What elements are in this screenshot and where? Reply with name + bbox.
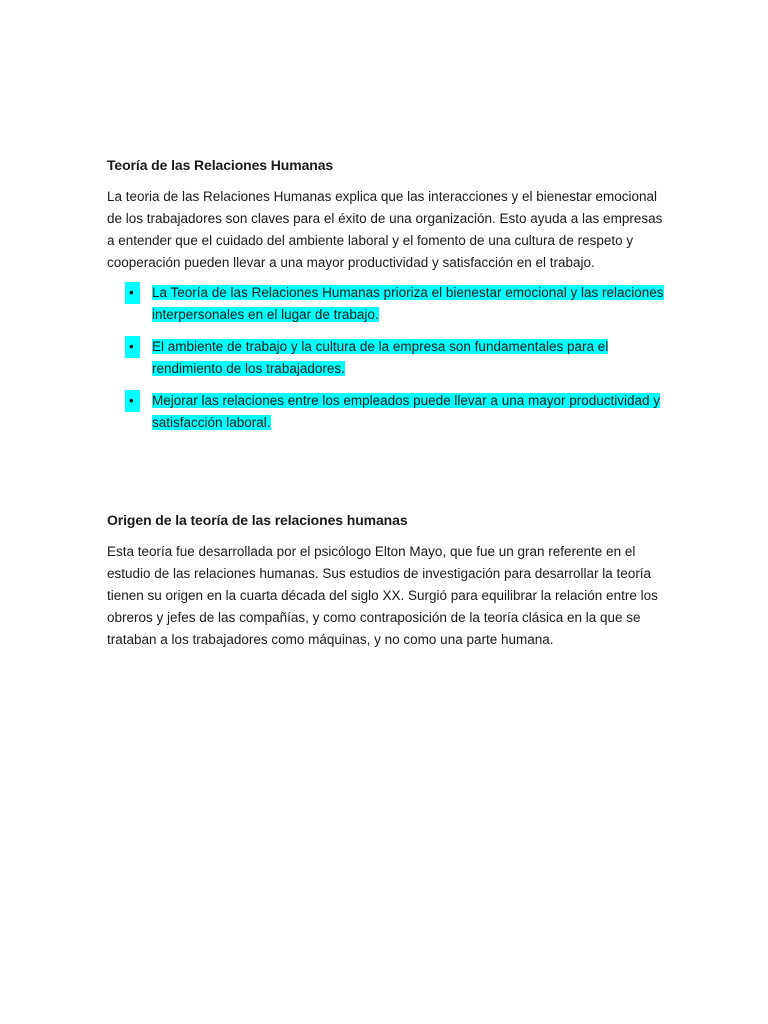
highlighted-text: El ambiente de trabajo y la cultura de la empresa son fundamentales para el rendimiento de los trabajadores. [152,339,609,376]
section-heading: Teoría de las Relaciones Humanas [107,157,334,173]
section-paragraph: La teoria de las Relaciones Humanas explica que las interacciones y el bienestar emocional de los trabajadores son claves para el éxito de una organización. Esto ayuda a las empresas a entender que el cuidado del ambiente laboral y el fomento de una cultura de respeto y cooperación pueden llevar a una mayor productividad y satisfacción en el trabajo. [107,189,663,270]
section-heading: Origen de la teoría de las relaciones humanas [107,512,408,528]
bullet-icon: • [125,390,140,412]
highlighted-text: La Teoría de las Relaciones Humanas prioriza el bienestar emocional y las relaciones interpersonales en el lugar de trabajo. [152,285,664,322]
bullet-list [107,282,667,434]
list-item [107,282,667,326]
section-relaciones-humanas [107,154,667,444]
bullet-icon: • [125,336,140,358]
list-item [107,336,667,380]
highlighted-text: Mejorar las relaciones entre los empleados puede llevar a una mayor productividad y satisfacción laboral. [152,393,661,430]
section-paragraph: Esta teoría fue desarrollada por el psicólogo Elton Mayo, que fue un gran referente en el estudio de las relaciones humanas. Sus estudios de investigación para desarrollar la teoría tienen su origen en la cuarta década del siglo XX. Surgió para equilibrar la relación entre los obreros y jefes de las compañías, y como contraposición de la teoría clásica en la que se trataban a los trabajadores como máquinas, y no como una parte humana. [107,544,658,647]
bullet-icon: • [125,282,140,304]
list-item [107,390,667,434]
section-origen [107,509,667,651]
